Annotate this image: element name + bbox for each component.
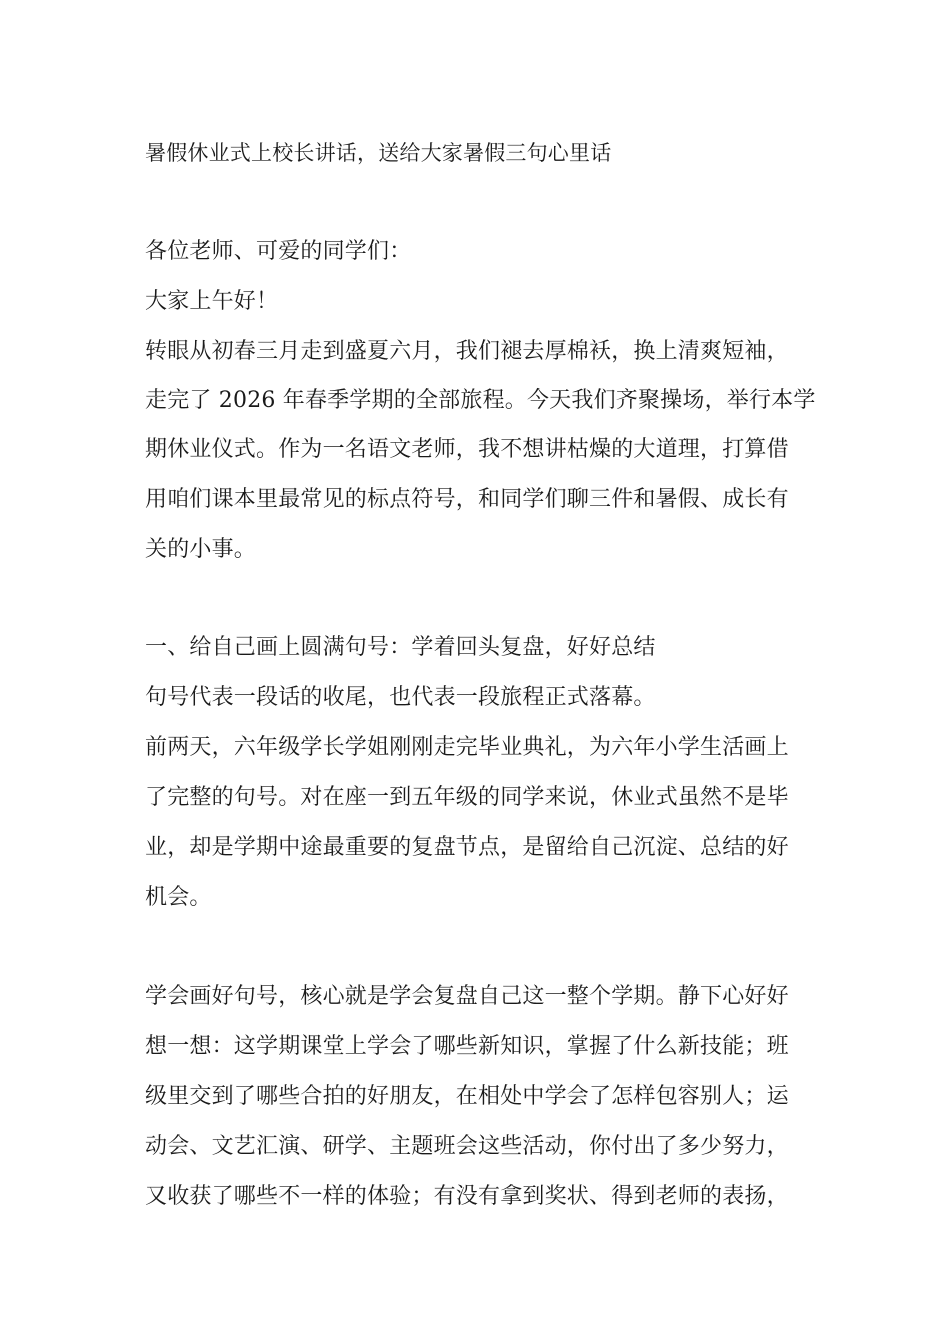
document-title: 暑假休业式上校长讲话，送给大家暑假三句心里话 bbox=[145, 141, 612, 165]
intro-line: 期休业仪式。作为一名语文老师，我不想讲枯燥的大道理，打算借 bbox=[145, 437, 789, 462]
greeting-line: 各位老师、可爱的同学们： bbox=[145, 239, 412, 264]
paragraph-line: 动会、文艺汇演、研学、主题班会这些活动，你付出了多少努力， bbox=[145, 1134, 789, 1159]
intro-line: 走完了 2026 年春季学期的全部旅程。今天我们齐聚操场，举行本学 bbox=[145, 388, 816, 413]
paragraph-line: 又收获了哪些不一样的体验；有没有拿到奖状、得到老师的表扬， bbox=[145, 1184, 789, 1209]
salutation-line: 大家上午好！ bbox=[145, 289, 279, 314]
paragraph-line: 了完整的句号。对在座一到五年级的同学来说，休业式虽然不是毕 bbox=[145, 785, 789, 810]
paragraph-line: 想一想：这学期课堂上学会了哪些新知识，掌握了什么新技能；班 bbox=[145, 1034, 789, 1059]
paragraph-line: 句号代表一段话的收尾，也代表一段旅程正式落幕。 bbox=[145, 685, 656, 710]
intro-line: 关的小事。 bbox=[145, 537, 257, 562]
paragraph-line: 级里交到了哪些合拍的好朋友，在相处中学会了怎样包容别人；运 bbox=[145, 1084, 789, 1109]
paragraph-line: 学会画好句号，核心就是学会复盘自己这一整个学期。静下心好好 bbox=[145, 984, 789, 1009]
section-heading: 一、给自己画上圆满句号：学着回头复盘，好好总结 bbox=[145, 635, 656, 660]
paragraph-line: 前两天，六年级学长学姐刚刚走完毕业典礼，为六年小学生活画上 bbox=[145, 735, 789, 760]
intro-line: 用咱们课本里最常见的标点符号，和同学们聊三件和暑假、成长有 bbox=[145, 487, 789, 512]
paragraph-line: 业，却是学期中途最重要的复盘节点，是留给自己沉淀、总结的好 bbox=[145, 835, 789, 860]
intro-line: 转眼从初春三月走到盛夏六月，我们褪去厚棉袄，换上清爽短袖， bbox=[145, 339, 789, 364]
paragraph-line: 机会。 bbox=[145, 885, 212, 910]
